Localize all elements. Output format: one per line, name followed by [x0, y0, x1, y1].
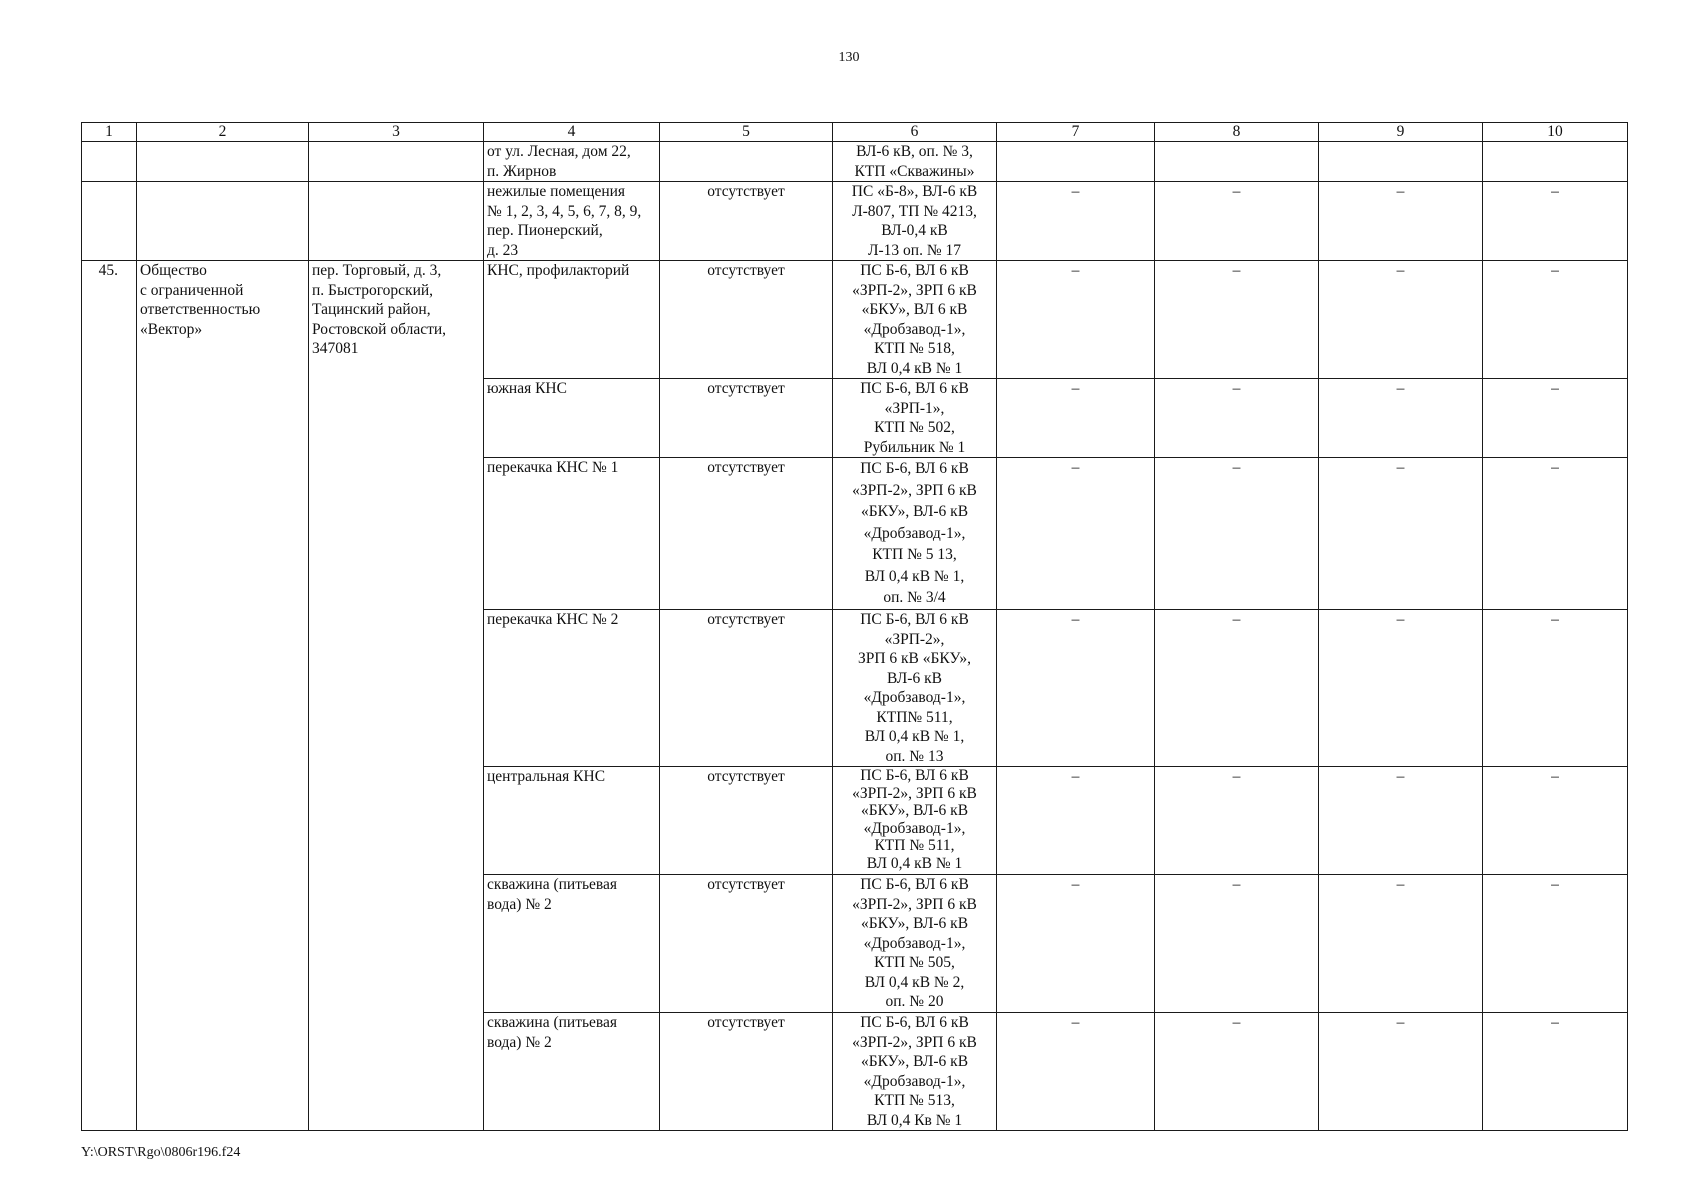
object-cell: южная КНС [484, 379, 660, 458]
row-number-cell: 45. [82, 261, 137, 1131]
organization-cell [137, 182, 309, 261]
header-cell: 8 [1155, 123, 1319, 142]
data-table [81, 122, 1628, 1131]
power-source-cell: ВЛ-6 кВ, оп. № 3, КТП «Скважины» [833, 142, 997, 182]
col9-cell: – [1319, 379, 1483, 458]
col10-cell: – [1483, 182, 1628, 261]
table-row [82, 182, 1628, 261]
object-cell: скважина (питьевая вода) № 2 [484, 875, 660, 1013]
address-cell: пер. Торговый, д. 3, п. Быстрогорский, Тацинский район, Ростовской области, 347081 [309, 261, 484, 1131]
col7-cell: – [997, 261, 1155, 379]
col9-cell [1319, 142, 1483, 182]
status-cell: отсутствует [660, 379, 833, 458]
col8-cell: – [1155, 767, 1319, 875]
header-cell: 2 [137, 123, 309, 142]
col7-cell: – [997, 458, 1155, 610]
power-source-cell: ПС Б-6, ВЛ 6 кВ «ЗРП-2», ЗРП 6 кВ «БКУ», ВЛ-6 кВ «Дробзавод-1», КТП№ 511, ВЛ 0,4 кВ № 1, оп. № 13 [833, 610, 997, 767]
col9-cell: – [1319, 875, 1483, 1013]
col9-cell: – [1319, 767, 1483, 875]
header-cell: 6 [833, 123, 997, 142]
header-cell: 3 [309, 123, 484, 142]
power-source-cell: ПС Б-6, ВЛ 6 кВ «ЗРП-1», КТП № 502, Рубильник № 1 [833, 379, 997, 458]
object-cell: от ул. Лесная, дом 22, п. Жирнов [484, 142, 660, 182]
object-cell: скважина (питьевая вода) № 2 [484, 1013, 660, 1131]
address-cell [309, 142, 484, 182]
power-source-cell: ПС Б-6, ВЛ 6 кВ «ЗРП-2», ЗРП 6 кВ «БКУ», ВЛ-6 кВ «Дробзавод-1», КТП № 505, ВЛ 0,4 кВ № 2, оп. № 20 [833, 875, 997, 1013]
status-cell [660, 142, 833, 182]
col8-cell: – [1155, 458, 1319, 610]
power-source-cell: ПС Б-6, ВЛ 6 кВ «ЗРП-2», ЗРП 6 кВ «БКУ», ВЛ-6 кВ «Дробзавод-1», КТП № 513, ВЛ 0,4 Кв № 1 [833, 1013, 997, 1131]
page-number: 130 [838, 50, 860, 65]
header-cell: 9 [1319, 123, 1483, 142]
object-cell: КНС, профилакторий [484, 261, 660, 379]
table-row [82, 142, 1628, 182]
col10-cell: – [1483, 610, 1628, 767]
header-cell: 10 [1483, 123, 1628, 142]
footer-file-path: Y:\ORST\Rgo\0806r196.f24 [81, 1145, 241, 1160]
power-source-cell: ПС Б-6, ВЛ 6 кВ «ЗРП-2», ЗРП 6 кВ «БКУ», ВЛ-6 кВ «Дробзавод-1», КТП № 5 13, ВЛ 0,4 кВ № 1, оп. № 3/4 [833, 458, 997, 610]
status-cell: отсутствует [660, 458, 833, 610]
row-number-cell [82, 182, 137, 261]
col7-cell: – [997, 767, 1155, 875]
col7-cell: – [997, 379, 1155, 458]
col10-cell: – [1483, 767, 1628, 875]
col10-cell: – [1483, 261, 1628, 379]
status-cell: отсутствует [660, 261, 833, 379]
status-cell: отсутствует [660, 610, 833, 767]
col10-cell: – [1483, 1013, 1628, 1131]
status-cell: отсутствует [660, 1013, 833, 1131]
organization-cell [137, 142, 309, 182]
col8-cell: – [1155, 610, 1319, 767]
status-cell: отсутствует [660, 767, 833, 875]
header-row [82, 123, 1628, 142]
header-cell: 7 [997, 123, 1155, 142]
col10-cell: – [1483, 875, 1628, 1013]
power-source-cell: ПС Б-6, ВЛ 6 кВ «ЗРП-2», ЗРП 6 кВ «БКУ», ВЛ-6 кВ «Дробзавод-1», КТП № 511, ВЛ 0,4 кВ № 1 [833, 767, 997, 875]
status-cell: отсутствует [660, 182, 833, 261]
col8-cell [1155, 142, 1319, 182]
table-container [81, 122, 1627, 1131]
header-cell: 1 [82, 123, 137, 142]
col9-cell: – [1319, 458, 1483, 610]
object-cell: нежилые помещения № 1, 2, 3, 4, 5, 6, 7, 8, 9, пер. Пионерский, д. 23 [484, 182, 660, 261]
col8-cell: – [1155, 182, 1319, 261]
col7-cell: – [997, 1013, 1155, 1131]
table-row [82, 261, 1628, 379]
col10-cell: – [1483, 458, 1628, 610]
col8-cell: – [1155, 875, 1319, 1013]
col7-cell [997, 142, 1155, 182]
object-cell: перекачка КНС № 1 [484, 458, 660, 610]
col7-cell: – [997, 610, 1155, 767]
col8-cell: – [1155, 1013, 1319, 1131]
organization-cell: Общество с ограниченной ответственностью «Вектор» [137, 261, 309, 1131]
col10-cell: – [1483, 379, 1628, 458]
col7-cell: – [997, 182, 1155, 261]
col8-cell: – [1155, 261, 1319, 379]
power-source-cell: ПС Б-6, ВЛ 6 кВ «ЗРП-2», ЗРП 6 кВ «БКУ», ВЛ 6 кВ «Дробзавод-1», КТП № 518, ВЛ 0,4 кВ № 1 [833, 261, 997, 379]
col9-cell: – [1319, 182, 1483, 261]
object-cell: центральная КНС [484, 767, 660, 875]
object-cell: перекачка КНС № 2 [484, 610, 660, 767]
header-cell: 5 [660, 123, 833, 142]
col7-cell: – [997, 875, 1155, 1013]
col8-cell: – [1155, 379, 1319, 458]
header-cell: 4 [484, 123, 660, 142]
row-number-cell [82, 142, 137, 182]
col9-cell: – [1319, 610, 1483, 767]
col10-cell [1483, 142, 1628, 182]
col9-cell: – [1319, 1013, 1483, 1131]
col9-cell: – [1319, 261, 1483, 379]
address-cell [309, 182, 484, 261]
power-source-cell: ПС «Б-8», ВЛ-6 кВ Л-807, ТП № 4213, ВЛ-0,4 кВ Л-13 оп. № 17 [833, 182, 997, 261]
status-cell: отсутствует [660, 875, 833, 1013]
